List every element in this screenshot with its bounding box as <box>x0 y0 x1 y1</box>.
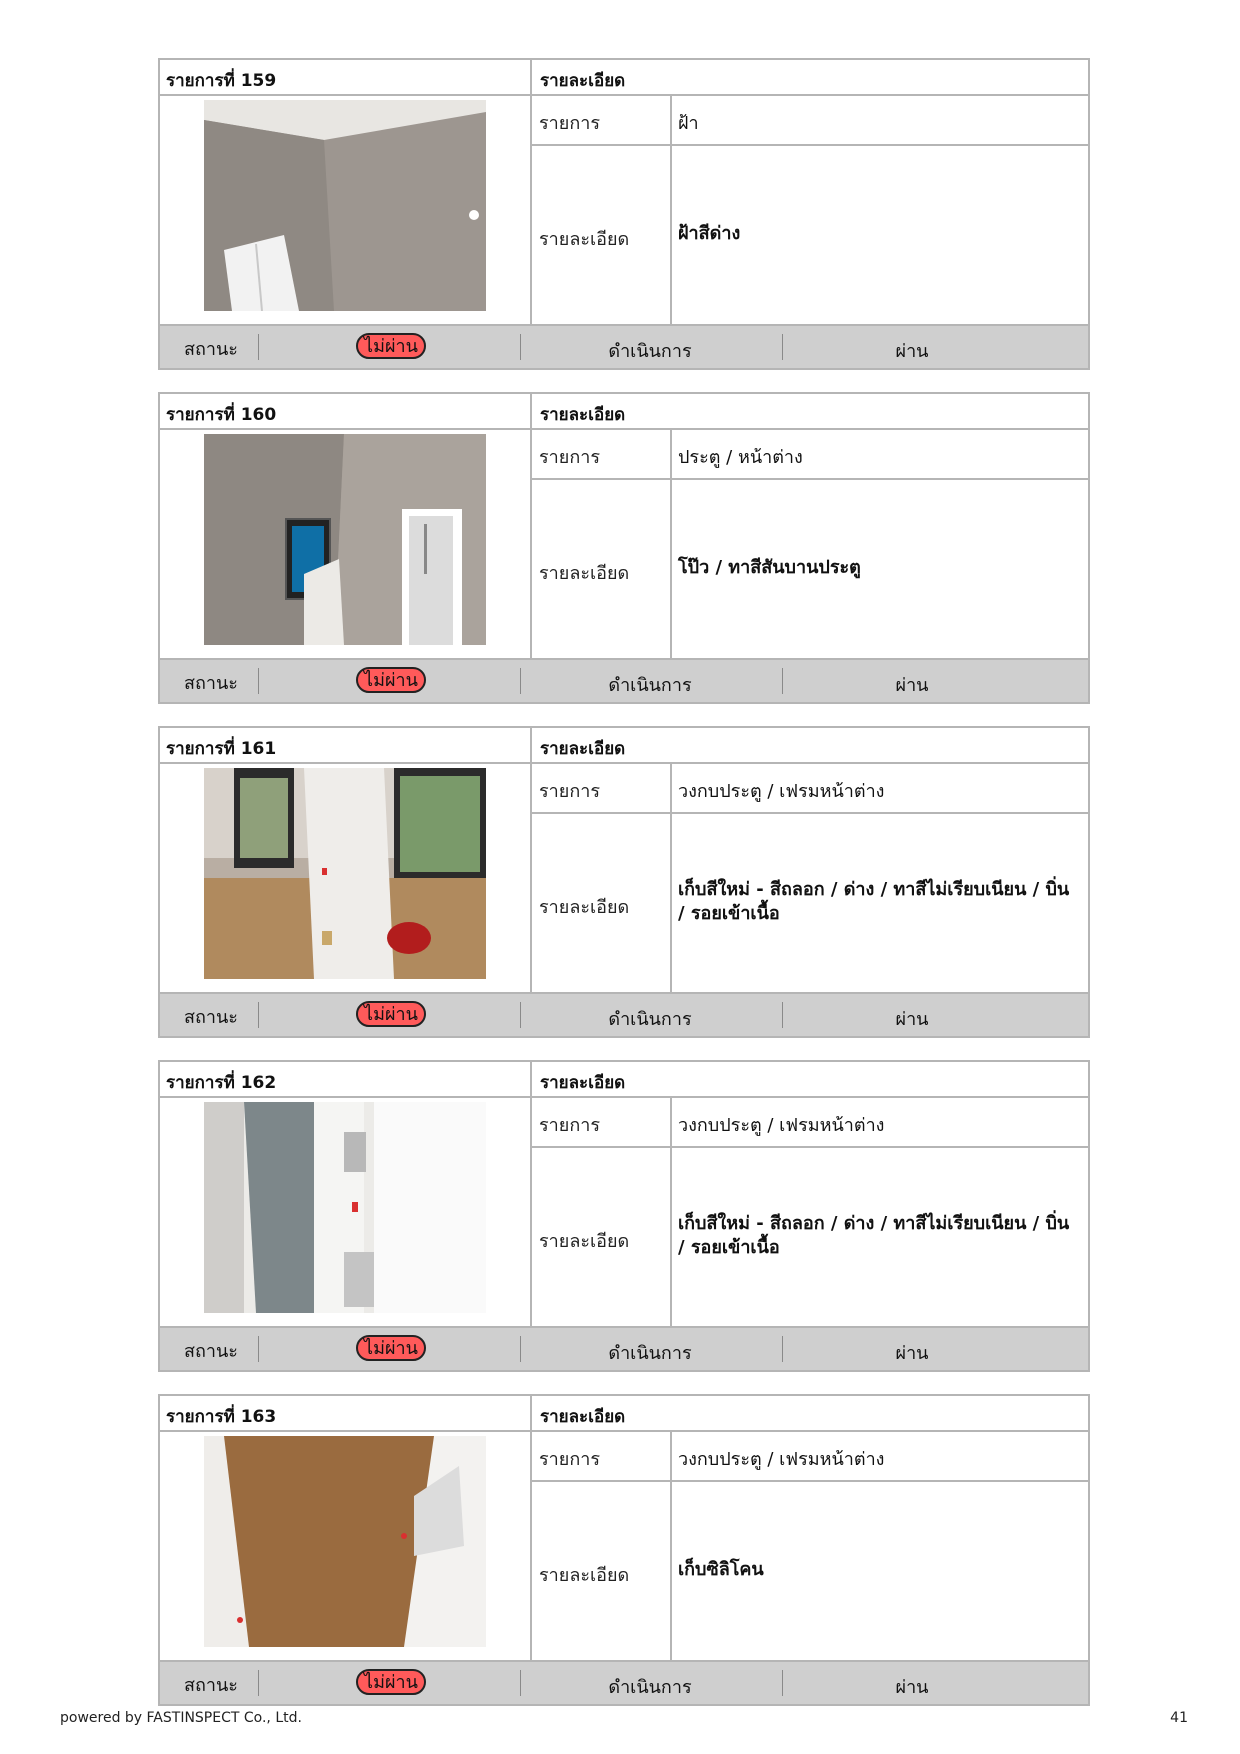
status-bar <box>160 1326 1088 1370</box>
status-fail-badge[interactable]: ไม่ผ่าน <box>356 1669 426 1695</box>
status-bar <box>160 992 1088 1036</box>
status-bar <box>160 1660 1088 1704</box>
detail-value: โป๊ว / ทาสีสันบานประตู <box>678 557 861 578</box>
item-label: รายการ <box>539 1115 600 1136</box>
item-label: รายการ <box>539 781 600 802</box>
item-number: รายการที่ 159 <box>166 71 277 91</box>
detail-heading: รายละเอียด <box>540 739 626 759</box>
item-number: รายการที่ 163 <box>166 1407 277 1427</box>
inspection-card-160 <box>158 392 1090 704</box>
detail-label: รายละเอียด <box>539 1231 630 1252</box>
inspection-photo[interactable] <box>204 434 486 645</box>
inspection-photo[interactable] <box>204 100 486 311</box>
item-value: วงกบประตู / เฟรมหน้าต่าง <box>678 1115 885 1136</box>
card-header <box>160 1396 1088 1432</box>
detail-label: รายละเอียด <box>539 897 630 918</box>
status-in-progress-option[interactable]: ดำเนินการ <box>608 1343 692 1364</box>
inspection-photo[interactable] <box>204 1436 486 1647</box>
status-fail-badge[interactable]: ไม่ผ่าน <box>356 667 426 693</box>
detail-label: รายละเอียด <box>539 1565 630 1586</box>
inspection-card-162 <box>158 1060 1090 1372</box>
item-label: รายการ <box>539 447 600 468</box>
detail-heading: รายละเอียด <box>540 71 626 91</box>
status-fail-badge[interactable]: ไม่ผ่าน <box>356 1335 426 1361</box>
item-label: รายการ <box>539 113 600 134</box>
detail-value: เก็บซิลิโคน <box>678 1559 764 1580</box>
status-pass-option[interactable]: ผ่าน <box>895 341 929 362</box>
detail-heading: รายละเอียด <box>540 1073 626 1093</box>
item-value: ฝ้า <box>678 113 699 134</box>
item-label: รายการ <box>539 1449 600 1470</box>
detail-label: รายละเอียด <box>539 229 630 250</box>
item-number: รายการที่ 160 <box>166 405 277 425</box>
status-bar <box>160 324 1088 368</box>
detail-heading: รายละเอียด <box>540 405 626 425</box>
status-fail-badge[interactable]: ไม่ผ่าน <box>356 333 426 359</box>
detail-value: เก็บสีใหม่ - สีถลอก / ด่าง / ทาสีไม่เรียบเนียน / บิ่น / รอยเข้าเนื้อ <box>678 1213 1070 1258</box>
card-header <box>160 394 1088 430</box>
status-pass-option[interactable]: ผ่าน <box>895 1677 929 1698</box>
inspection-card-161 <box>158 726 1090 1038</box>
inspection-photo[interactable] <box>204 1102 486 1313</box>
item-value: ประตู / หน้าต่าง <box>678 447 803 468</box>
card-header <box>160 1062 1088 1098</box>
inspection-card-163 <box>158 1394 1090 1706</box>
status-bar <box>160 658 1088 702</box>
item-number: รายการที่ 161 <box>166 739 277 759</box>
status-fail-badge[interactable]: ไม่ผ่าน <box>356 1001 426 1027</box>
status-pass-option[interactable]: ผ่าน <box>895 675 929 696</box>
card-header <box>160 728 1088 764</box>
status-in-progress-option[interactable]: ดำเนินการ <box>608 341 692 362</box>
status-label: สถานะ <box>184 339 238 360</box>
detail-label: รายละเอียด <box>539 563 630 584</box>
detail-value: ฝ้าสีด่าง <box>678 223 741 244</box>
status-in-progress-option[interactable]: ดำเนินการ <box>608 675 692 696</box>
inspection-card-159 <box>158 58 1090 370</box>
status-label: สถานะ <box>184 673 238 694</box>
page-number: 41 <box>1170 1710 1188 1726</box>
status-label: สถานะ <box>184 1007 238 1028</box>
footer-powered-by: powered by FASTINSPECT Co., Ltd. <box>60 1710 302 1726</box>
status-pass-option[interactable]: ผ่าน <box>895 1343 929 1364</box>
detail-heading: รายละเอียด <box>540 1407 626 1427</box>
status-in-progress-option[interactable]: ดำเนินการ <box>608 1677 692 1698</box>
inspection-photo[interactable] <box>204 768 486 979</box>
card-header <box>160 60 1088 96</box>
status-pass-option[interactable]: ผ่าน <box>895 1009 929 1030</box>
status-in-progress-option[interactable]: ดำเนินการ <box>608 1009 692 1030</box>
item-value: วงกบประตู / เฟรมหน้าต่าง <box>678 781 885 802</box>
item-number: รายการที่ 162 <box>166 1073 277 1093</box>
status-label: สถานะ <box>184 1341 238 1362</box>
detail-value: เก็บสีใหม่ - สีถลอก / ด่าง / ทาสีไม่เรียบเนียน / บิ่น / รอยเข้าเนื้อ <box>678 879 1070 924</box>
item-value: วงกบประตู / เฟรมหน้าต่าง <box>678 1449 885 1470</box>
status-label: สถานะ <box>184 1675 238 1696</box>
